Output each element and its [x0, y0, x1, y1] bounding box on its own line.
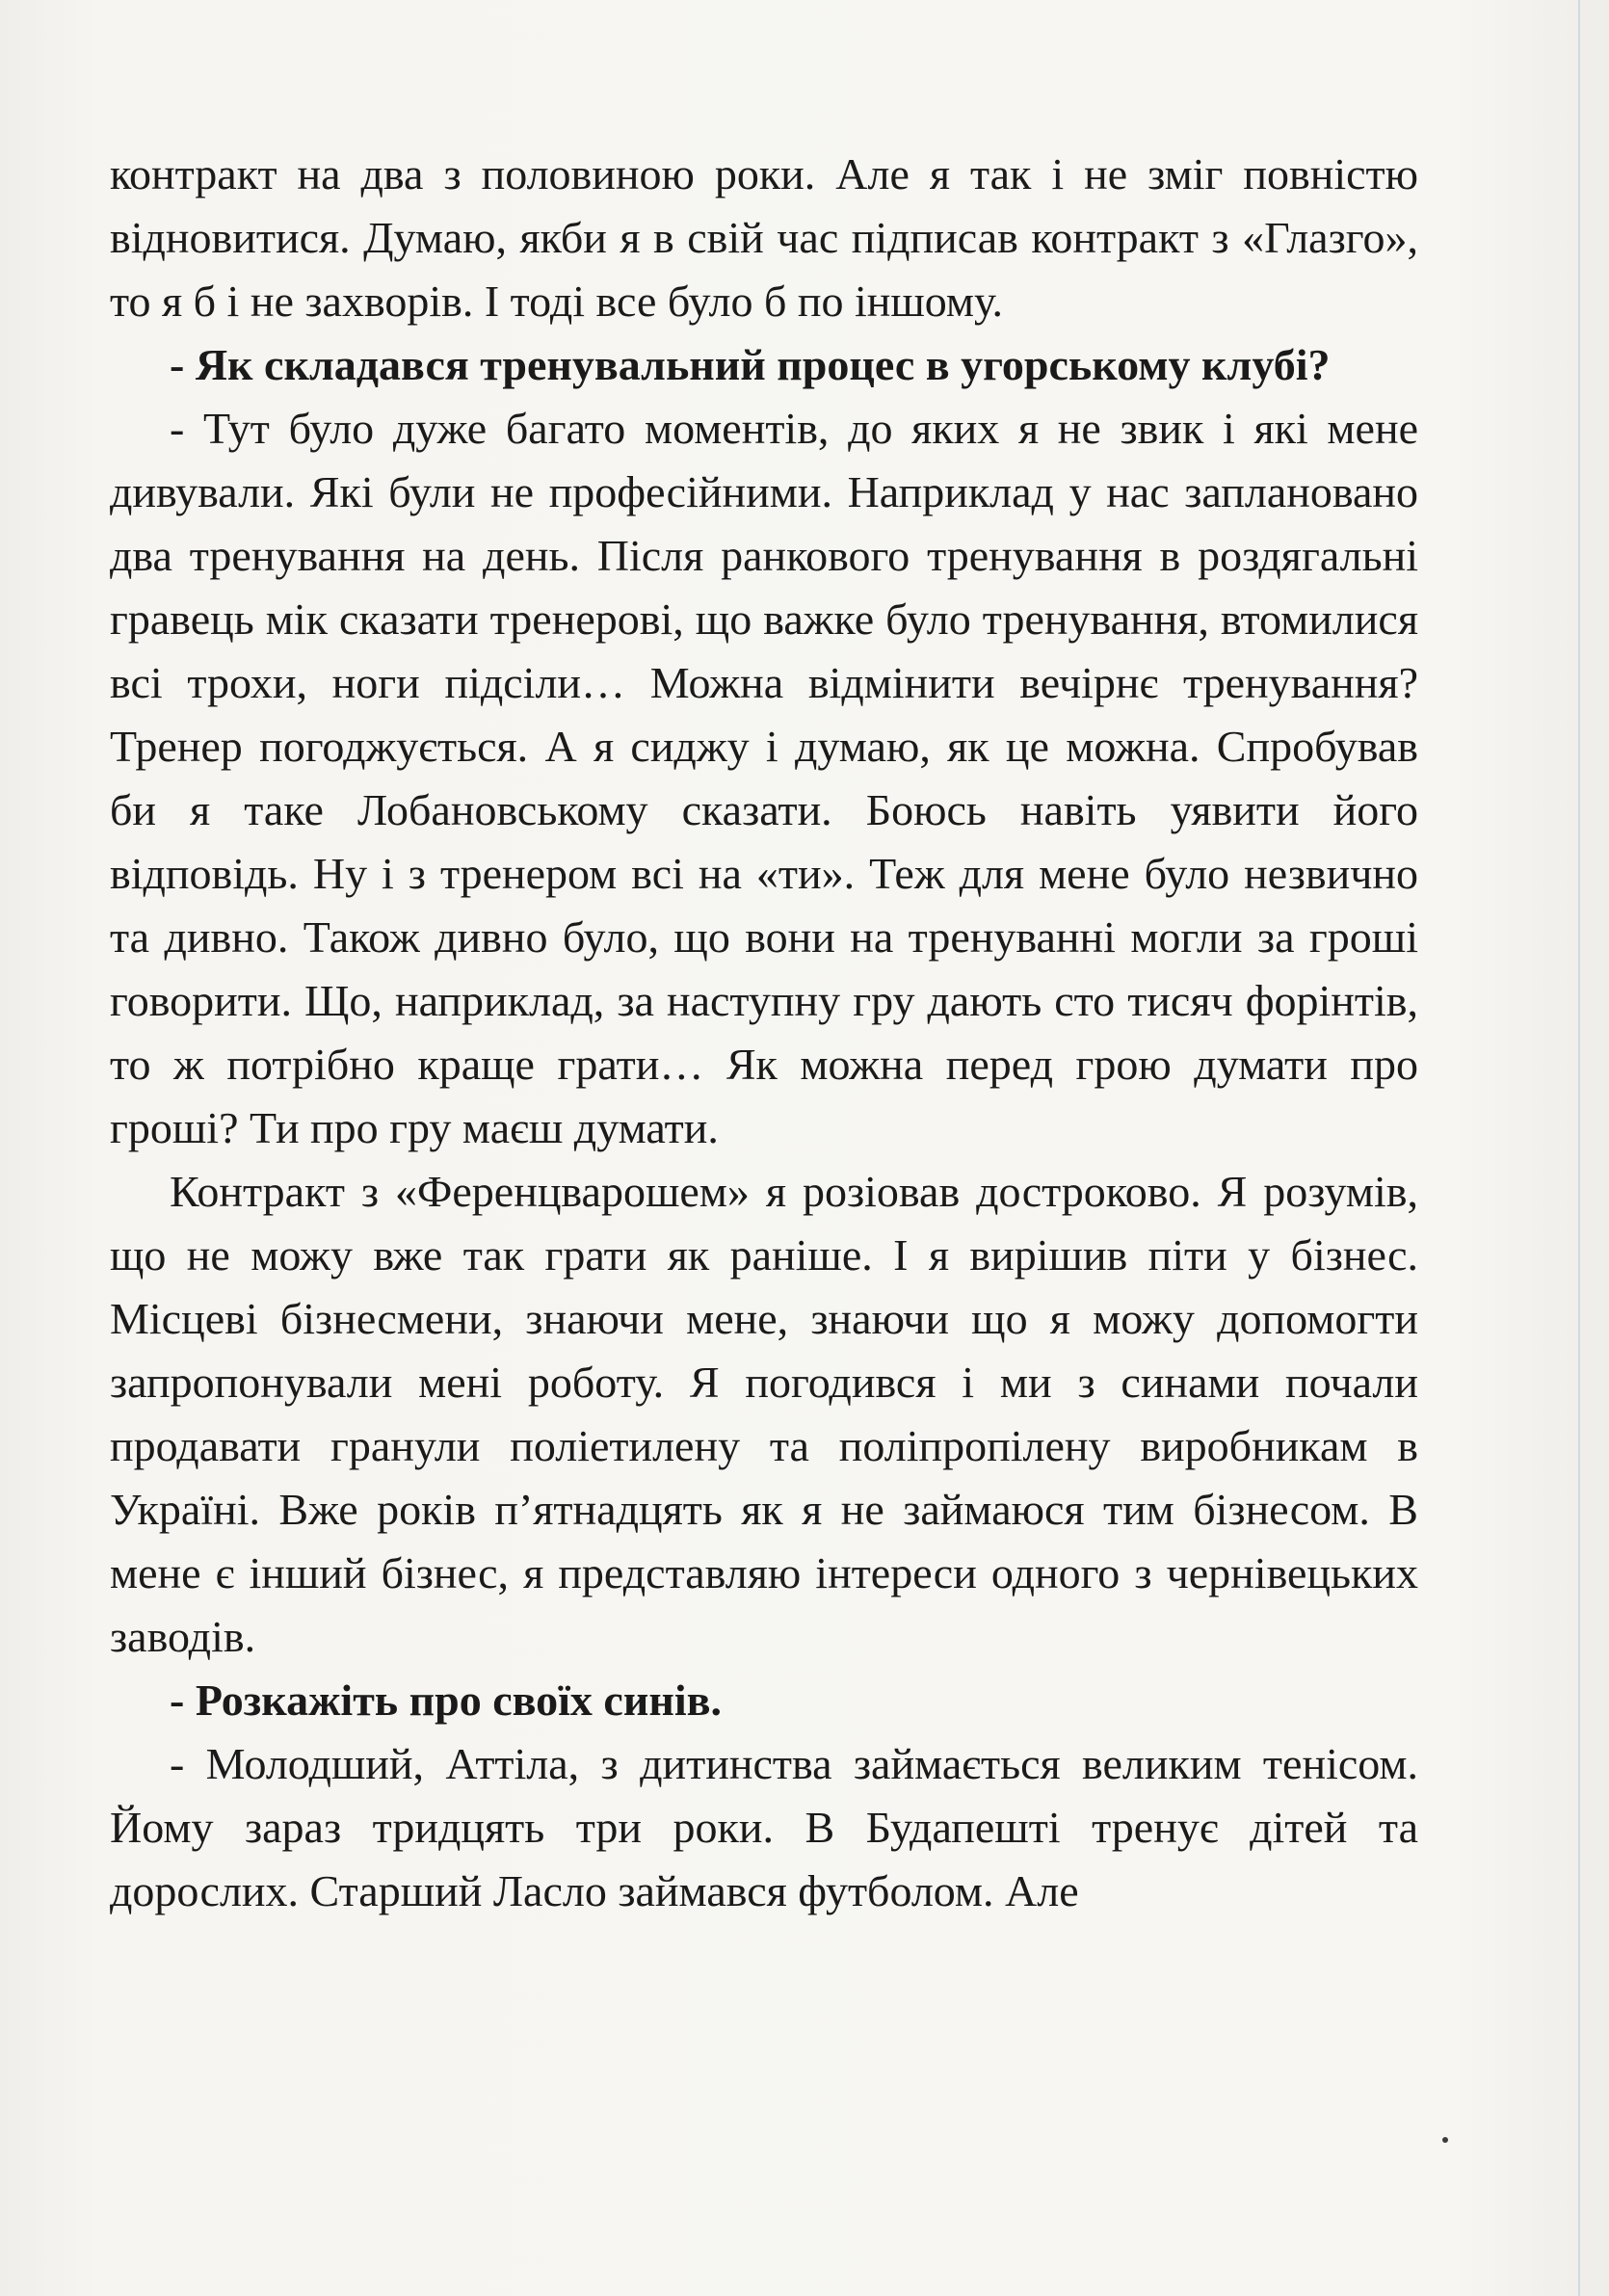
question-training-process: - Як складався тренувальний процес в угорському клубі? — [170, 340, 1331, 389]
answer-sons: - Молодший, Аттіла, з дитинства займається великим тенісом. Йому зараз тридцять три роки. В Будапешті тренує дітей та дорослих. Старший Ласло займався футболом. Але — [110, 1739, 1418, 1915]
question-sons: - Розкажіть про своїх синів. — [170, 1676, 722, 1725]
paragraph-1: контракт на два з половиною роки. Але я так і не зміг повністю відновитися. Думаю, якби я в свій час підписав контракт з «Глазго», то я б і не захворів. І тоді все було б по іншому. — [110, 149, 1418, 326]
text-block — [110, 143, 1418, 1923]
paragraph-contract: Контракт з «Ференцварошем» я розіовав достроково. Я розумів, що не можу вже так грати як раніше. І я вирішив піти у бізнес. Місцеві бізнесмени, знаючи мене, знаючи що я можу допомогти запропонували мені роботу. Я погодився і ми з синами почали продавати гранули поліетилену та поліпропілену виробникам в Україні. Вже років п’ятнадцять як я не займаюся тим бізнесом. В мене є інший бізнес, я представляю інтереси одного з чернівецьких заводів. — [110, 1167, 1418, 1661]
answer-training-process: - Тут було дуже багато моментів, до яких я не звик і які мене дивували. Які були не професійними. Наприклад у нас заплановано два тренування на день. Після ранкового тренування в роздягальні гравець мік сказати тренерові, що важке було тренування, втомилися всі трохи, ноги підсіли… Можна відмінити вечірнє тренування? Тренер погоджується. А я сиджу і думаю, як це можна. Спробував би я таке Лобановському сказати. Боюсь навіть уявити його відповідь. Ну і з тренером всі на «ти». Теж для мене було незвично та дивно. Також дивно було, що вони на тренуванні могли за гроші говорити. Що, наприклад, за наступну гру дають сто тисяч форінтів, то ж потрібно краще грати… Як можна перед грою думати про гроші? Ти про гру маєш думати. — [110, 404, 1418, 1152]
page-edge-line — [1578, 0, 1580, 2296]
ink-dot — [1442, 2137, 1448, 2143]
